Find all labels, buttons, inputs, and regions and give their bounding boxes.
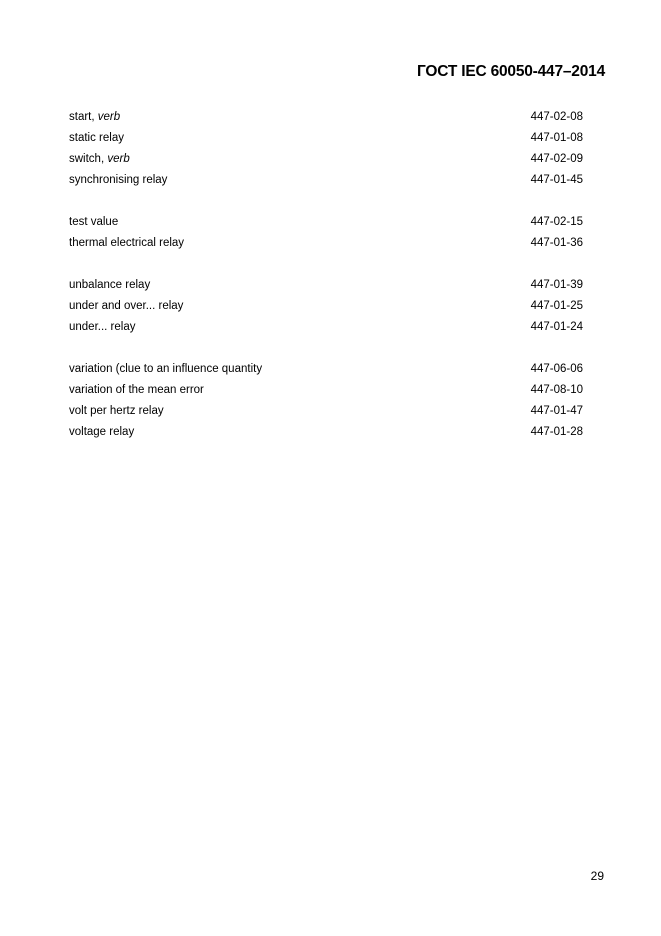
index-entry xyxy=(69,130,583,151)
entry-ref: 447-01-39 xyxy=(530,279,583,291)
entry-term: under... relay xyxy=(69,321,136,333)
term-index xyxy=(69,109,583,466)
index-entry xyxy=(69,424,583,445)
entry-qualifier: verb xyxy=(107,153,130,165)
entry-term: thermal electrical relay xyxy=(69,237,185,249)
entry-ref: 447-01-36 xyxy=(530,237,583,249)
entry-ref: 447-06-06 xyxy=(530,363,583,375)
entry-term: start, verb xyxy=(69,111,121,123)
index-entry xyxy=(69,382,583,403)
index-group-v xyxy=(69,361,583,445)
entry-ref: 447-02-08 xyxy=(530,111,583,123)
entry-term: test value xyxy=(69,216,119,228)
entry-ref: 447-01-24 xyxy=(530,321,583,333)
index-entry xyxy=(69,298,583,319)
entry-qualifier: verb xyxy=(97,111,121,123)
entry-term: synchronising relay xyxy=(69,174,168,186)
index-entry xyxy=(69,361,583,382)
entry-ref: 447-01-28 xyxy=(530,426,583,438)
entry-term: unbalance relay xyxy=(69,279,151,291)
entry-ref: 447-08-10 xyxy=(530,384,583,396)
index-entry xyxy=(69,172,583,193)
index-group-u xyxy=(69,277,583,340)
index-entry xyxy=(69,403,583,424)
entry-term: variation of the mean error xyxy=(69,384,204,396)
entry-ref: 447-01-08 xyxy=(530,132,583,144)
index-group-t xyxy=(69,214,583,256)
index-entry xyxy=(69,109,583,130)
entry-term: volt per hertz relay xyxy=(69,405,164,417)
page-number: 29 xyxy=(590,869,604,883)
index-entry xyxy=(69,277,583,298)
entry-term: voltage relay xyxy=(69,426,135,438)
entry-ref: 447-02-09 xyxy=(530,153,583,165)
document-header: ГОСТ IEC 60050-447–2014 xyxy=(417,63,605,80)
entry-ref: 447-01-25 xyxy=(530,300,583,312)
entry-ref: 447-01-47 xyxy=(530,405,583,417)
index-entry xyxy=(69,235,583,256)
index-entry xyxy=(69,319,583,340)
entry-term: switch, verb xyxy=(69,153,130,165)
index-entry xyxy=(69,214,583,235)
entry-term: under and over... relay xyxy=(69,300,184,312)
entry-term: variation (clue to an influence quantity xyxy=(69,363,263,375)
entry-term: static relay xyxy=(69,132,124,144)
entry-ref: 447-01-45 xyxy=(530,174,583,186)
index-group-s xyxy=(69,109,583,193)
entry-ref: 447-02-15 xyxy=(530,216,583,228)
index-entry xyxy=(69,151,583,172)
